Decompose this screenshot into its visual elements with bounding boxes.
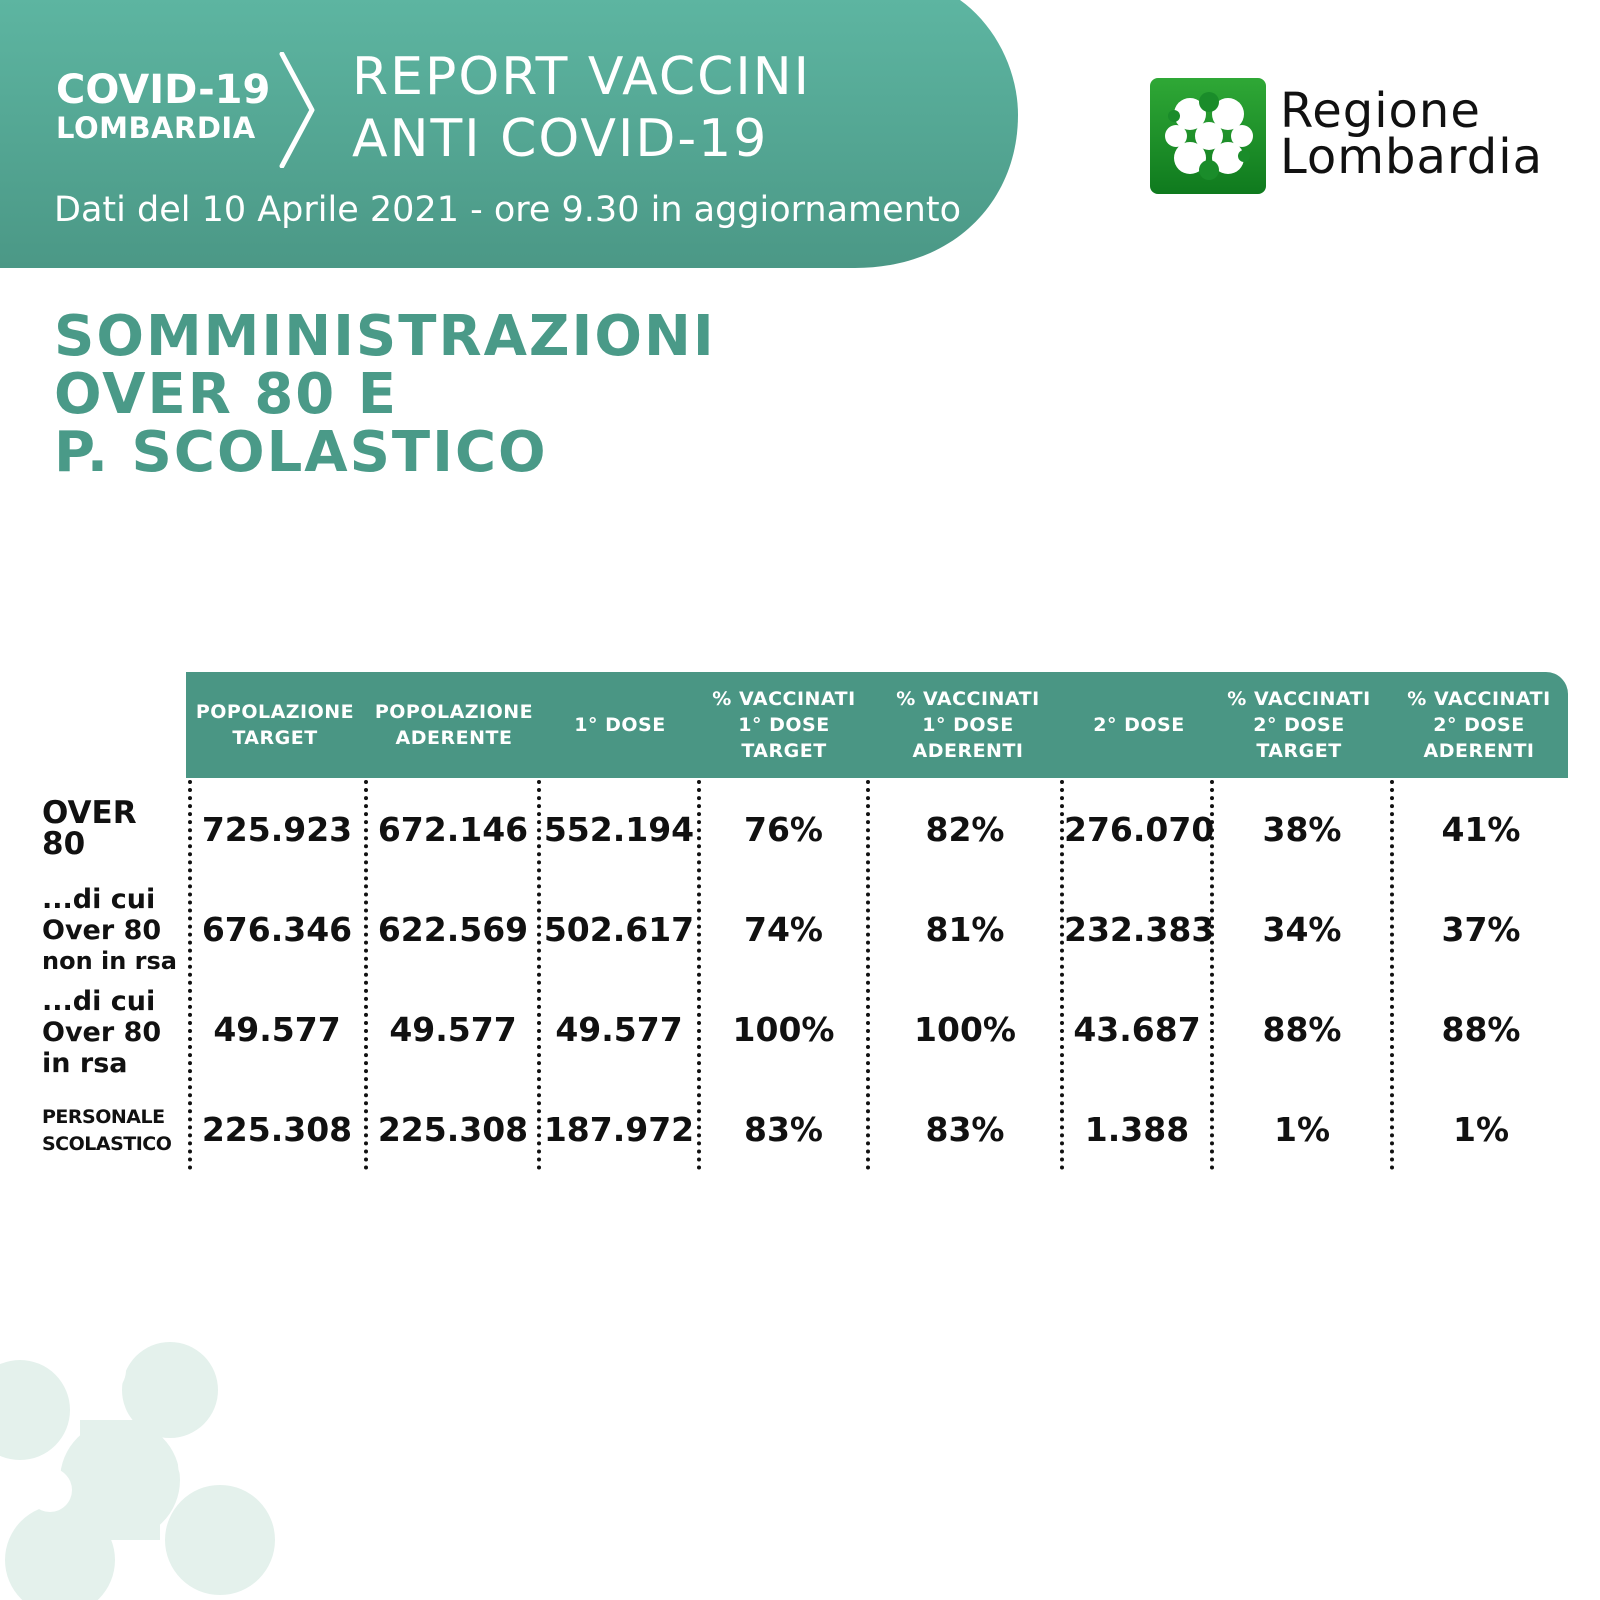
table-cell: 232.383 bbox=[1064, 910, 1215, 949]
table-cell: 83% bbox=[925, 1110, 1005, 1149]
row-label-line: SCOLASTICO bbox=[42, 1133, 172, 1155]
table-cell: 81% bbox=[925, 910, 1005, 949]
table-cell: 88% bbox=[1441, 1010, 1521, 1049]
lombardy-rose-icon bbox=[1150, 78, 1266, 194]
row-label-non-rsa bbox=[42, 884, 177, 977]
row-label-line: OVER bbox=[42, 795, 137, 831]
logo-wordmark bbox=[1280, 83, 1544, 185]
report-title-line1: REPORT VACCINI bbox=[352, 47, 812, 107]
table-cell: 41% bbox=[1441, 810, 1521, 849]
row-label-line: Over 80 bbox=[42, 915, 162, 946]
header-line: % VACCINATI bbox=[896, 688, 1040, 710]
table-cell: 622.569 bbox=[377, 910, 529, 949]
regione-lombardia-logo bbox=[1150, 78, 1266, 194]
table-cell: 49.577 bbox=[555, 1010, 683, 1049]
covid-lombardia-label bbox=[56, 67, 271, 145]
row-label-rsa bbox=[42, 986, 161, 1079]
row-label-line: ...di cui bbox=[42, 986, 156, 1017]
row-label-line: in rsa bbox=[42, 1048, 128, 1079]
report-title bbox=[352, 46, 811, 170]
row-label-line: 80 bbox=[42, 826, 86, 862]
table-cell: 502.617 bbox=[543, 910, 695, 949]
header-line: TARGET bbox=[741, 740, 827, 762]
chevron-right-icon bbox=[278, 52, 318, 168]
table-cell: 49.577 bbox=[389, 1010, 517, 1049]
table-cell: 74% bbox=[744, 910, 823, 949]
table-cell: 76% bbox=[744, 810, 823, 849]
header-cell bbox=[870, 672, 1066, 778]
table-cell: 276.070 bbox=[1064, 810, 1215, 849]
header-line: ADERENTE bbox=[395, 727, 513, 749]
header-cell bbox=[700, 672, 868, 778]
row-label-scolastico bbox=[42, 1104, 171, 1158]
header-line: ADERENTI bbox=[912, 740, 1024, 762]
row-label-line: non in rsa bbox=[42, 947, 177, 975]
table-cell: 1.388 bbox=[1084, 1110, 1190, 1149]
table-cell: 37% bbox=[1441, 910, 1521, 949]
table-cell: 49.577 bbox=[213, 1010, 341, 1049]
table-cell: 43.687 bbox=[1073, 1010, 1201, 1049]
header-line: TARGET bbox=[1256, 740, 1342, 762]
table-cell: 225.308 bbox=[201, 1110, 353, 1149]
table-cell: 34% bbox=[1262, 910, 1342, 949]
header-line: POPOLAZIONE bbox=[374, 701, 534, 723]
header-line: 1° DOSE bbox=[738, 714, 830, 736]
table-cell: 38% bbox=[1262, 810, 1342, 849]
header-line: 2° DOSE bbox=[1433, 714, 1525, 736]
row-label-line: Over 80 bbox=[42, 1017, 162, 1048]
table-cell: 83% bbox=[744, 1110, 823, 1149]
table-cell: 187.972 bbox=[543, 1110, 695, 1149]
header-cell bbox=[1064, 672, 1214, 778]
covid-label-line1: COVID-19 bbox=[56, 67, 271, 113]
logo-line2: Lombardia bbox=[1280, 129, 1544, 185]
header-cell bbox=[366, 672, 542, 778]
table-cell: 225.308 bbox=[377, 1110, 529, 1149]
header-line: % VACCINATI bbox=[712, 688, 856, 710]
header-cell bbox=[1214, 672, 1384, 778]
header-line: POPOLAZIONE bbox=[195, 701, 355, 723]
header-line: TARGET bbox=[232, 727, 318, 749]
logo-line1: Regione bbox=[1280, 83, 1481, 139]
table-cell: 672.146 bbox=[377, 810, 529, 849]
header-cell bbox=[188, 672, 362, 778]
table-cell: 725.923 bbox=[201, 810, 353, 849]
header-line: % VACCINATI bbox=[1407, 688, 1551, 710]
table-cell: 100% bbox=[914, 1010, 1016, 1049]
header-line: 1° DOSE bbox=[574, 714, 666, 736]
section-title-line3: P. SCOLASTICO bbox=[54, 420, 548, 485]
header-line: % VACCINATI bbox=[1227, 688, 1371, 710]
table-cell: 1% bbox=[1452, 1110, 1510, 1149]
table-cell: 88% bbox=[1262, 1010, 1342, 1049]
header-cell bbox=[1394, 672, 1564, 778]
header-line: 2° DOSE bbox=[1253, 714, 1345, 736]
header-line: 2° DOSE bbox=[1093, 714, 1185, 736]
header-line: 1° DOSE bbox=[922, 714, 1014, 736]
covid-label-line2: LOMBARDIA bbox=[56, 111, 256, 145]
section-title-line1: SOMMINISTRAZIONI bbox=[54, 304, 716, 369]
date-subtitle: Dati del 10 Aprile 2021 - ore 9.30 in aggiornamento bbox=[54, 190, 961, 230]
table-cell: 1% bbox=[1273, 1110, 1331, 1149]
report-title-line2: ANTI COVID-19 bbox=[352, 109, 769, 169]
row-label-line: ...di cui bbox=[42, 884, 156, 915]
table-cell: 82% bbox=[925, 810, 1005, 849]
section-title bbox=[54, 304, 716, 485]
decorative-rose-icon bbox=[0, 1330, 300, 1600]
row-label-line: PERSONALE bbox=[42, 1106, 165, 1128]
row-label-over80 bbox=[42, 795, 137, 862]
table-cell: 552.194 bbox=[543, 810, 695, 849]
table-cell: 100% bbox=[732, 1010, 835, 1049]
table-cell: 676.346 bbox=[201, 910, 353, 949]
header-cell bbox=[540, 672, 700, 778]
section-title-line2: OVER 80 E bbox=[54, 362, 398, 427]
header-line: ADERENTI bbox=[1423, 740, 1535, 762]
